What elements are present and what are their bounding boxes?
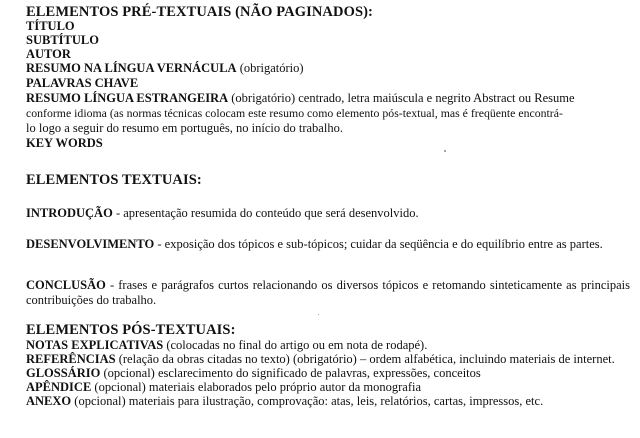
- introducao-label: INTRODUÇÃO: [26, 206, 113, 220]
- resumo-estrangeira-line3: lo logo a seguir do resumo em português, no início do trabalho.: [26, 121, 343, 135]
- resumo-vernacula-label: RESUMO NA LÍNGUA VERNÁCULA: [26, 61, 237, 75]
- referencias-label: REFERÊNCIAS: [26, 352, 116, 366]
- apendice-text: (opcional) materiais elaborados pelo próprio autor da monografia: [91, 380, 422, 394]
- referencias-item: [26, 352, 630, 366]
- scan-speck: [444, 150, 446, 152]
- glossario-item: [26, 366, 630, 380]
- resumo-vernacula-note: (obrigatório): [236, 61, 304, 75]
- pos-textual-heading: ELEMENTOS PÓS-TEXTUAIS:: [26, 322, 236, 338]
- introducao-text: - apresentação resumida do conteúdo que será desenvolvido.: [112, 206, 419, 220]
- desenvolvimento-text: - exposição dos tópicos e sub-tópicos; cuidar da seqüência e do equilíbrio entre as partes.: [154, 237, 603, 251]
- notas-label: NOTAS EXPLICATIVAS: [26, 338, 164, 352]
- subtitulo-item: SUBTÍTULO: [26, 33, 99, 47]
- conclusao-paragraph: [26, 278, 630, 308]
- introducao-paragraph: [26, 206, 630, 221]
- titulo-item: TÍTULO: [26, 19, 75, 33]
- referencias-text: (relação da obras citadas no texto) (obrigatório) – ordem alfabética, incluindo materiais de internet.: [115, 352, 615, 366]
- anexo-label: ANEXO: [26, 394, 72, 408]
- resumo-estrangeira-line1: (obrigatório) centrado, letra maiúscula e negrito Abstract ou Resume: [228, 91, 575, 105]
- glossario-text: (opcional) esclarecimento do significado de palavras, expressões, conceitos: [100, 366, 481, 380]
- anexo-item: [26, 394, 630, 409]
- pos-textual-section: [26, 322, 630, 409]
- conclusao-text: - frases e parágrafos curtos relacionando os diversos tópicos e retomando sinteticamente as principais contribuições do trabalho.: [26, 278, 630, 307]
- resumo-estrangeira-label: RESUMO LÍNGUA ESTRANGEIRA: [26, 91, 229, 105]
- resumo-vernacula-item: [26, 61, 630, 76]
- scan-speck: [318, 314, 319, 315]
- palavras-chave-item: PALAVRAS CHAVE: [26, 76, 139, 90]
- anexo-text: (opcional) materiais para ilustração, comprovação: atas, leis, relatórios, cartas, impressos, etc.: [71, 394, 544, 408]
- resumo-estrangeira-line2: conforme idioma (as normas técnicas colocam este resumo como elemento pós-textual, mas é freqüente encontrá-: [26, 106, 563, 120]
- pre-textual-section: [26, 4, 630, 150]
- apendice-item: [26, 380, 630, 394]
- desenvolvimento-label: DESENVOLVIMENTO: [26, 237, 155, 251]
- autor-item: AUTOR: [26, 47, 71, 61]
- apendice-label: APÊNDICE: [26, 380, 92, 394]
- conclusao-label: CONCLUSÃO: [26, 278, 106, 292]
- notas-item: [26, 338, 630, 352]
- notas-text: (colocadas no final do artigo ou em nota de rodapé).: [163, 338, 428, 352]
- key-words-item: KEY WORDS: [26, 136, 103, 150]
- resumo-estrangeira-item: [26, 91, 630, 106]
- desenvolvimento-paragraph: [26, 237, 630, 252]
- pre-textual-heading: ELEMENTOS PRÉ-TEXTUAIS (NÃO PAGINADOS):: [26, 4, 373, 20]
- textual-heading: ELEMENTOS TEXTUAIS:: [26, 172, 202, 188]
- glossario-label: GLOSSÁRIO: [26, 366, 101, 380]
